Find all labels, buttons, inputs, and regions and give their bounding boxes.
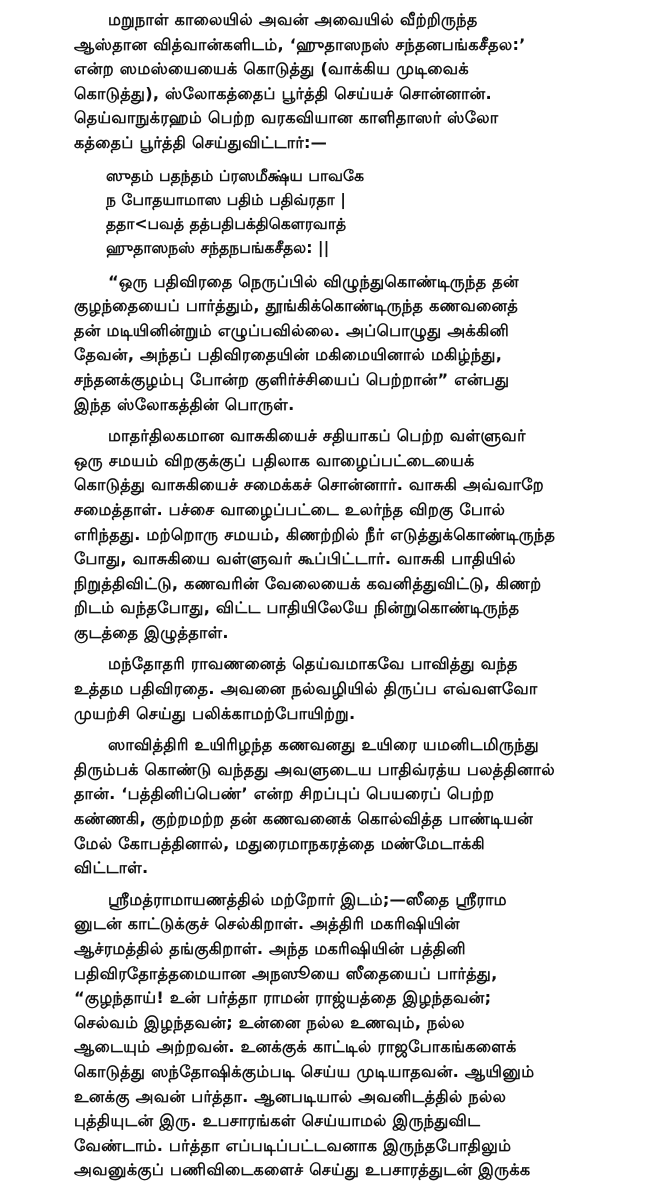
verse-line: ந போதயாமாஸ பதிம் பதிவ்ரதா |: [106, 190, 346, 209]
paragraph-ramayana: [74, 888, 598, 1183]
sanskrit-verse: [106, 164, 598, 260]
text-line: கண்ணகி, குற்றமற்ற தன் கணவனைக் கொல்வித்த பாண்டியன்: [74, 809, 534, 829]
paragraph-savithri: [74, 733, 598, 881]
text-line: மறுநாள் காலையில் அவன் அவையில் வீற்றிருந்த: [108, 10, 478, 29]
text-line: மேல் கோபத்தினால், மதுரைமாநகரத்தை மண்மேடாக்கி: [74, 833, 485, 853]
text-line: ஆஸ்தான வித்வான்களிடம், ‘ஹுதாஸநஸ் சந்தனபங்கசீதல:’: [74, 34, 526, 54]
text-line: “ஒரு பதிவிரதை நெருப்பில் விழுந்துகொண்டிருந்த தன்: [108, 271, 519, 291]
text-line: வேண்டாம். பர்த்தா எப்படிப்பட்டவனாக இருந்தபோதிலும்: [74, 1135, 512, 1155]
text-line: கொடுத்து வாசுகியைச் சமைக்கச் சொன்னார். வாசுகி அவ்வாறே: [74, 475, 544, 495]
text-line: மந்தோதரி ராவணனைத் தெய்வமாகவே பாவித்து வந்த: [108, 654, 518, 674]
paragraph-vasuki: [74, 424, 598, 645]
text-line: எரிந்தது. மற்றொரு சமயம், கிணற்றில் நீர் எடுத்துக்கொண்டிருந்த: [74, 524, 556, 544]
verse-line: ஹுதாஸநஸ் சந்தநபங்கசீதல: ||: [106, 238, 330, 257]
paragraph-meaning: [74, 270, 598, 418]
text-line: செல்வம் இழந்தவன்; உன்னை நல்ல உணவும், நல்ல: [74, 1012, 465, 1032]
text-line: “குழந்தாய்! உன் பர்த்தா ராமன் ராஜ்யத்தை இழந்தவன்;: [74, 988, 492, 1008]
text-line: குடத்தை இழுத்தாள்.: [74, 622, 229, 642]
text-line: திரும்பக் கொண்டு வந்தது அவளுடைய பாதிவ்ரத்ய பலத்தினால்: [74, 759, 555, 779]
text-line: தான். ‘பத்தினிப்பெண்’ என்ற சிறப்புப் பெயரைப் பெற்ற: [74, 784, 495, 804]
text-line: உத்தம பதிவிரதை. அவனை நல்வழியில் திருப்ப எவ்வளவோ: [74, 679, 538, 699]
text-line: குழந்தையைப் பார்த்தும், தூங்கிக்கொண்டிருந்த கணவனைத்: [74, 296, 519, 316]
text-line: றிடம் வந்தபோது, விட்ட பாதியிலேயே நின்றுகொண்டிருந்த: [74, 598, 520, 618]
verse-line: ஸுதம் பதந்தம் ப்ரஸமீக்ஷ்ய பாவகே: [106, 166, 365, 185]
text-line: கொடுத்து ஸந்தோஷிக்கும்படி செய்ய முடியாதவன். ஆயினும்: [74, 1061, 535, 1081]
text-line: சந்தனக்குழம்பு போன்ற குளிர்ச்சியைப் பெற்றான்” என்பது: [74, 369, 510, 389]
text-line: ஸ்ரீமத்ராமாயணத்தில் மற்றோர் இடம்;—ஸீதை ஸ்ரீராம: [108, 889, 507, 909]
text-line: ஸாவித்திரி உயிரிழந்த கணவனது உயிரை யமனிடமிருந்து: [108, 735, 540, 755]
text-line: புத்தியுடன் இரு. உபசாரங்கள் செய்யாமல் இருந்துவிட: [74, 1111, 481, 1131]
text-line: முயற்சி செய்து பலிக்காமற்போயிற்று.: [74, 703, 356, 723]
text-line: என்ற ஸமஸ்யையைக் கொடுத்து (வாக்கிய முடிவைக்: [74, 59, 469, 79]
text-line: உனக்கு அவன் பர்த்தா. ஆனபடியால் அவனிடத்தில் நல்ல: [74, 1086, 507, 1106]
text-line: கொடுத்து), ஸ்லோகத்தைப் பூர்த்தி செய்யச் சொன்னான்.: [74, 83, 492, 103]
text-line: ஒரு சமயம் விறகுக்குப் பதிலாக வாழைப்பட்டையைக்: [74, 450, 475, 470]
text-line: தன் மடியினின்றும் எழுப்பவில்லை. அப்பொழுது அக்கினி: [74, 320, 510, 340]
text-line: பதிவிரதோத்தமையான அநஸூயை ஸீதையைப் பார்த்து,: [74, 963, 498, 983]
paragraph-samasya: [74, 8, 598, 156]
text-line: ஆடையும் அற்றவன். உனக்குக் காட்டில் ராஜபோகங்களைக்: [74, 1037, 517, 1057]
text-line: னுடன் காட்டுக்குச் செல்கிறாள். அத்திரி மகரிஷியின்: [74, 914, 460, 934]
text-line: ஆச்ரமத்தில் தங்குகிறாள். அந்த மகரிஷியின் பத்தினி: [74, 939, 466, 958]
text-line: அவனுக்குப் பணிவிடைகளைச் செய்து உபசாரத்துடன் இருக்க: [74, 1160, 531, 1180]
text-line: மாதர்திலகமான வாசுகியைச் சதியாகப் பெற்ற வள்ளுவர்: [108, 426, 526, 446]
text-line: நிறுத்திவிட்டு, கணவரின் வேலையைக் கவனித்துவிட்டு, கிணற்: [74, 573, 542, 593]
verse-line: ததா<பவத் தத்பதிபக்திகௌரவாத்: [106, 214, 347, 233]
text-line: சமைத்தாள். பச்சை வாழைப்பட்டை உலர்ந்த விறகு போல்: [74, 499, 506, 519]
text-line: தெய்வாநுக்ரஹம் பெற்ற வரகவியான காளிதாஸர் ஸ்லோ: [74, 108, 499, 128]
text-line: தேவன், அந்தப் பதிவிரதையின் மகிமையினால் மகிழ்ந்து,: [74, 345, 503, 365]
text-line: போது, வாசுகியை வள்ளுவர் கூப்பிட்டார். வாசுகி பாதியில்: [74, 549, 516, 569]
paragraph-mandodari: [74, 652, 598, 726]
text-line: இந்த ஸ்லோகத்தின் பொருள்.: [74, 394, 295, 414]
text-line: கத்தைப் பூர்த்தி செய்துவிட்டார்:—: [74, 132, 328, 152]
text-line: விட்டாள்.: [74, 858, 149, 878]
